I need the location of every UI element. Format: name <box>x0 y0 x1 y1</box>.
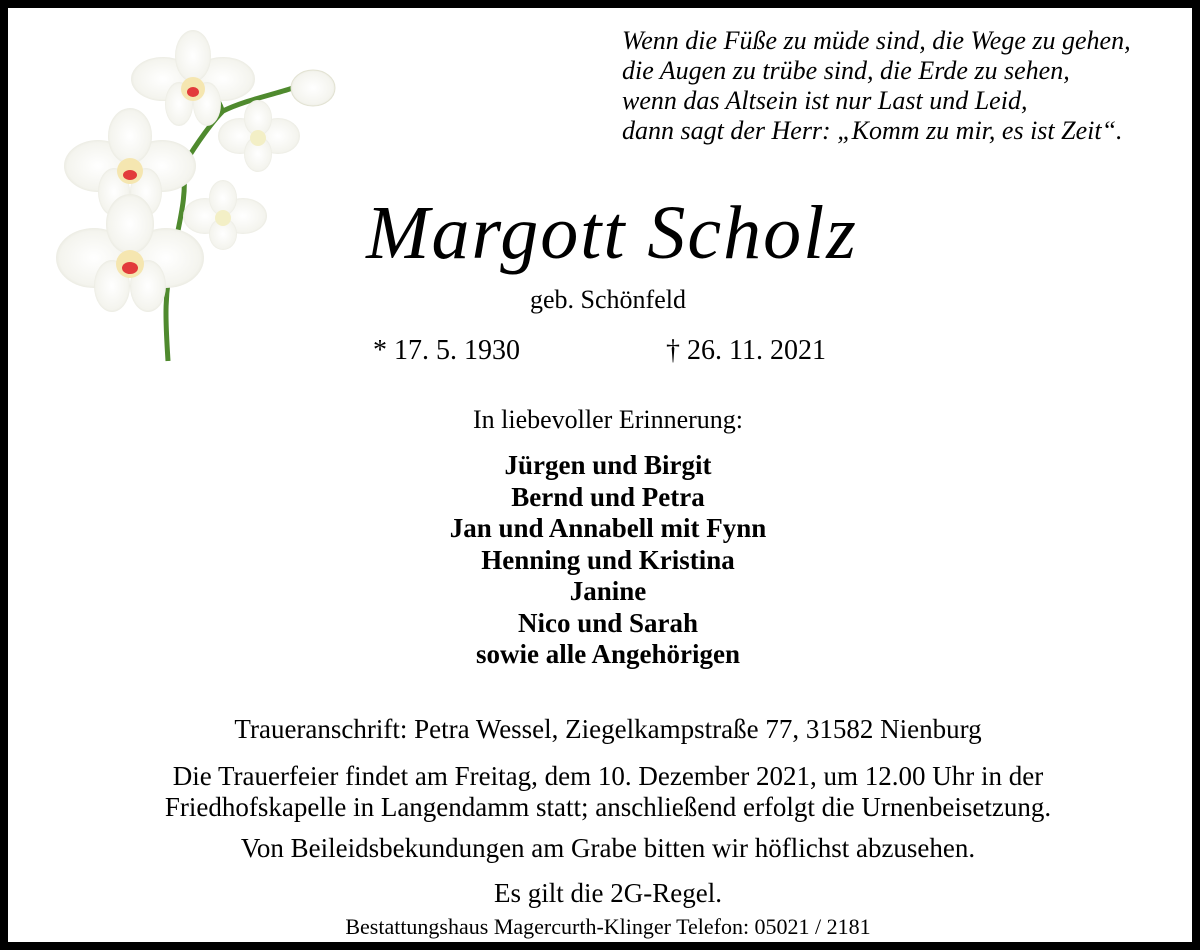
undertaker-contact: Bestattungshaus Magercurth-Klinger Telefon: 05021 / 2181 <box>345 914 871 939</box>
condolence-note: Von Beileidsbekundungen am Grabe bitten wir höflichst abzusehen. <box>240 833 976 863</box>
mourner-entry: sowie alle Angehörigen <box>476 639 740 669</box>
death-date: † 26. 11. 2021 <box>666 335 826 366</box>
birth-date: * 17. 5. 1930 <box>373 335 520 366</box>
mourner-entry: Jürgen und Birgit <box>504 450 712 480</box>
poem-line: wenn das Altsein ist nur Last und Leid, <box>622 86 1028 115</box>
ceremony-text-line2: Friedhofskapelle in Langendamm statt; anschließend erfolgt die Urnenbeisetzung. <box>164 792 1052 822</box>
deceased-name: Margott Scholz <box>366 191 858 275</box>
poem-line: die Augen zu trübe sind, die Erde zu sehen, <box>622 56 1070 85</box>
poem-line: dann sagt der Herr: „Komm zu mir, es ist Zeit“. <box>622 116 1123 145</box>
mourners-list <box>8 450 1200 671</box>
poem-line: Wenn die Füße zu müde sind, die Wege zu gehen, <box>622 26 1131 55</box>
mourner-entry: Henning und Kristina <box>481 544 735 575</box>
mourning-address: Traueranschrift: Petra Wessel, Ziegelkampstraße 77, 31582 Nienburg <box>234 714 982 744</box>
maiden-name: geb. Schönfeld <box>530 285 686 314</box>
access-rule: Es gilt die 2G-Regel. <box>494 878 722 908</box>
mourner-entry: Nico und Sarah <box>517 607 699 638</box>
mourners-intro: In liebevoller Erinnerung: <box>472 405 744 434</box>
mourner-entry: Jan und Annabell mit Fynn <box>449 513 767 543</box>
mourner-entry: Janine <box>569 576 647 606</box>
ceremony-text-line1: Die Trauerfeier findet am Freitag, dem 10. Dezember 2021, um 12.00 Uhr in der <box>172 761 1044 791</box>
mourner-entry: Bernd und Petra <box>511 481 705 512</box>
poem <box>622 26 1182 146</box>
